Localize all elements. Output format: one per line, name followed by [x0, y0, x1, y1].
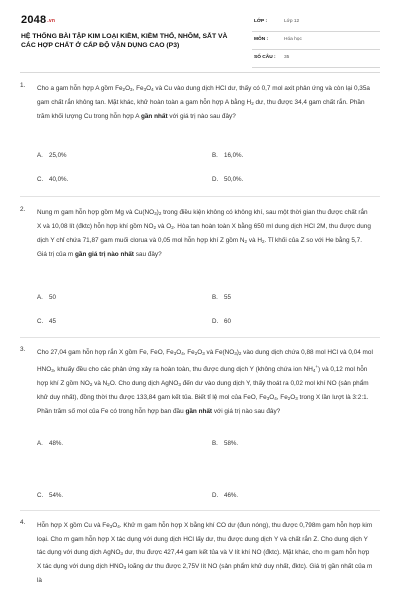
option-letter: B.	[212, 152, 218, 159]
option-text: 50,0%.	[224, 176, 244, 183]
option-text: 55	[224, 294, 231, 301]
option-text: 54%.	[49, 492, 64, 499]
option-letter: C.	[37, 176, 44, 183]
option-text: 25,0%	[49, 152, 67, 159]
header-divider	[20, 72, 380, 73]
question-divider	[20, 337, 380, 338]
option-b[interactable]	[212, 440, 238, 447]
option-text: 58%.	[224, 440, 239, 447]
question-divider	[20, 196, 380, 197]
option-letter: D.	[212, 176, 219, 183]
question-number: 2.	[20, 206, 26, 213]
option-letter: A.	[37, 440, 43, 447]
option-letter: A.	[37, 152, 43, 159]
option-text: 46%.	[224, 492, 239, 499]
option-letter: B.	[212, 440, 218, 447]
option-c[interactable]	[37, 176, 68, 183]
option-text: 45	[49, 318, 56, 325]
question-number: 3.	[20, 346, 26, 353]
option-a[interactable]	[37, 294, 56, 301]
document-title: HỆ THỐNG BÀI TẬP KIM LOẠI KIỀM, KIỀM THỔ, NHÔM, SẮT VÀ CÁC HỢP CHẤT Ở CẤP ĐỘ VẬN DỤNG CAO (P3)	[21, 33, 228, 49]
option-a[interactable]	[37, 152, 67, 159]
option-b[interactable]	[212, 152, 243, 159]
document-meta	[252, 14, 380, 68]
question-text: Cho a gam hỗn hợp A gồm $Fe_2O_3$, $Fe_3O_4$ và Cu vào dung dịch HCl dư, thấy có 0,7 mol axit phản ứng và còn lại 0,35a gam chất rắn không tan. Mặt khác, khử hoàn toàn a gam hỗn hợp A bằng $H_2$ dư, thu được 34,4 gam chất rắn. Phần trăm khối lượng Cu trong hỗn hợp A gần nhất với giá trị nào sau đây?	[37, 85, 370, 120]
option-b[interactable]	[212, 294, 231, 301]
option-d[interactable]	[212, 176, 243, 183]
option-text: 60	[224, 318, 231, 325]
question-divider	[20, 510, 380, 511]
meta-class-value: Lớp 12	[284, 19, 300, 24]
option-letter: A.	[37, 294, 43, 301]
question-text: Nung m gam hỗn hợp gồm Mg và $Cu(NO_3)_2$ trong điều kiện không có không khí, sau một thời gian thu được chất rắn X và 10,08 lít (đktc) hỗn hợp khí gồm $NO_2$ và $O_2$. Hòa tan hoàn toàn X bằng 650 ml dung dịch HCl 2M, thu được dung dịch Y chỉ chứa 71,87 gam muối clorua và 0,05 mol hỗn hợp khí Z gồm $N_2$ và $H_2$. Tỉ khối của Z so với He bằng 5,7. Giá trị của m gần giá trị nào nhất sau đây?	[37, 209, 371, 258]
option-c[interactable]	[37, 318, 56, 325]
site-logo[interactable]	[21, 14, 55, 26]
meta-count-value: 35	[284, 55, 290, 60]
meta-class-label: LỚP :	[254, 19, 268, 24]
meta-count-label: SỐ CÂU :	[254, 55, 276, 60]
question-text: Cho 27,04 gam hỗn hợp rắn X gồm Fe, FeO, $Fe_3O_4$, $Fe_2O_3$ và $Fe(NO_3)_2$ vào dung dịch chứa 0,88 mol HCl và 0,04 mol $HNO_3$, khuấy đều cho các phản ứng xảy ra hoàn toàn, thu được dung dịch Y (không chứa ion $NH_4^+$) và 0,12 mol hỗn hợp khí Z gồm $NO_2$ và $N_2O$. Cho dung dịch AgNO$_3$ đến dư vào dung dịch Y, thấy thoát ra 0,02 mol khí NO (sản phẩm khử duy nhất), đồng thời thu được 133,84 gam kết tủa. Biết tỉ lệ mol của FeO, $Fe_3O_4$, $Fe_2O_3$ trong X lần lượt là 3:2:1. Phần trăm số mol của Fe có trong hỗn hợp ban đầu gần nhất với giá trị nào sau đây?	[37, 349, 373, 416]
option-text: 48%.	[49, 440, 64, 447]
question-text: Hỗn hợp X gồm Cu và $Fe_3O_4$. Khử m gam hỗn hợp X bằng khí CO dư (đun nóng), thu được 0,798m gam hỗn hợp kim loại. Cho m gam hỗn hợp X tác dụng với dung dịch HCl lấy dư, thu được dung dịch Y và chất rắn Z. Cho dung dịch Y tác dụng với dung dịch AgNO$_3$ dư, thu được 427,44 gam kết tủa và V lít khí NO (đktc). Mặt khác, cho m gam hỗn hợp X tác dụng với dung dịch $HNO_3$ loãng dư thu được 2,75V lít NO (sản phẩm khử duy nhất, đktc). Giá trị gần nhất của m là	[37, 522, 373, 584]
document-header	[0, 0, 400, 66]
meta-subject	[252, 32, 380, 50]
option-letter: D.	[212, 318, 219, 325]
meta-class	[252, 14, 380, 32]
option-letter: D.	[212, 492, 219, 499]
option-letter: C.	[37, 318, 44, 325]
option-text: 16,0%.	[224, 152, 244, 159]
meta-count	[252, 50, 380, 68]
question-number: 4.	[20, 519, 26, 526]
meta-subject-value: Hóa học	[284, 37, 302, 42]
option-letter: C.	[37, 492, 44, 499]
option-text: 40,0%.	[49, 176, 69, 183]
option-a[interactable]	[37, 440, 63, 447]
option-text: 50	[49, 294, 56, 301]
option-d[interactable]	[212, 492, 238, 499]
option-d[interactable]	[212, 318, 231, 325]
logo-suffix: .vn	[47, 18, 56, 24]
meta-subject-label: MÔN :	[254, 37, 269, 42]
option-c[interactable]	[37, 492, 63, 499]
logo-main: 2048	[21, 14, 47, 26]
option-letter: B.	[212, 294, 218, 301]
question-number: 1.	[20, 82, 26, 89]
